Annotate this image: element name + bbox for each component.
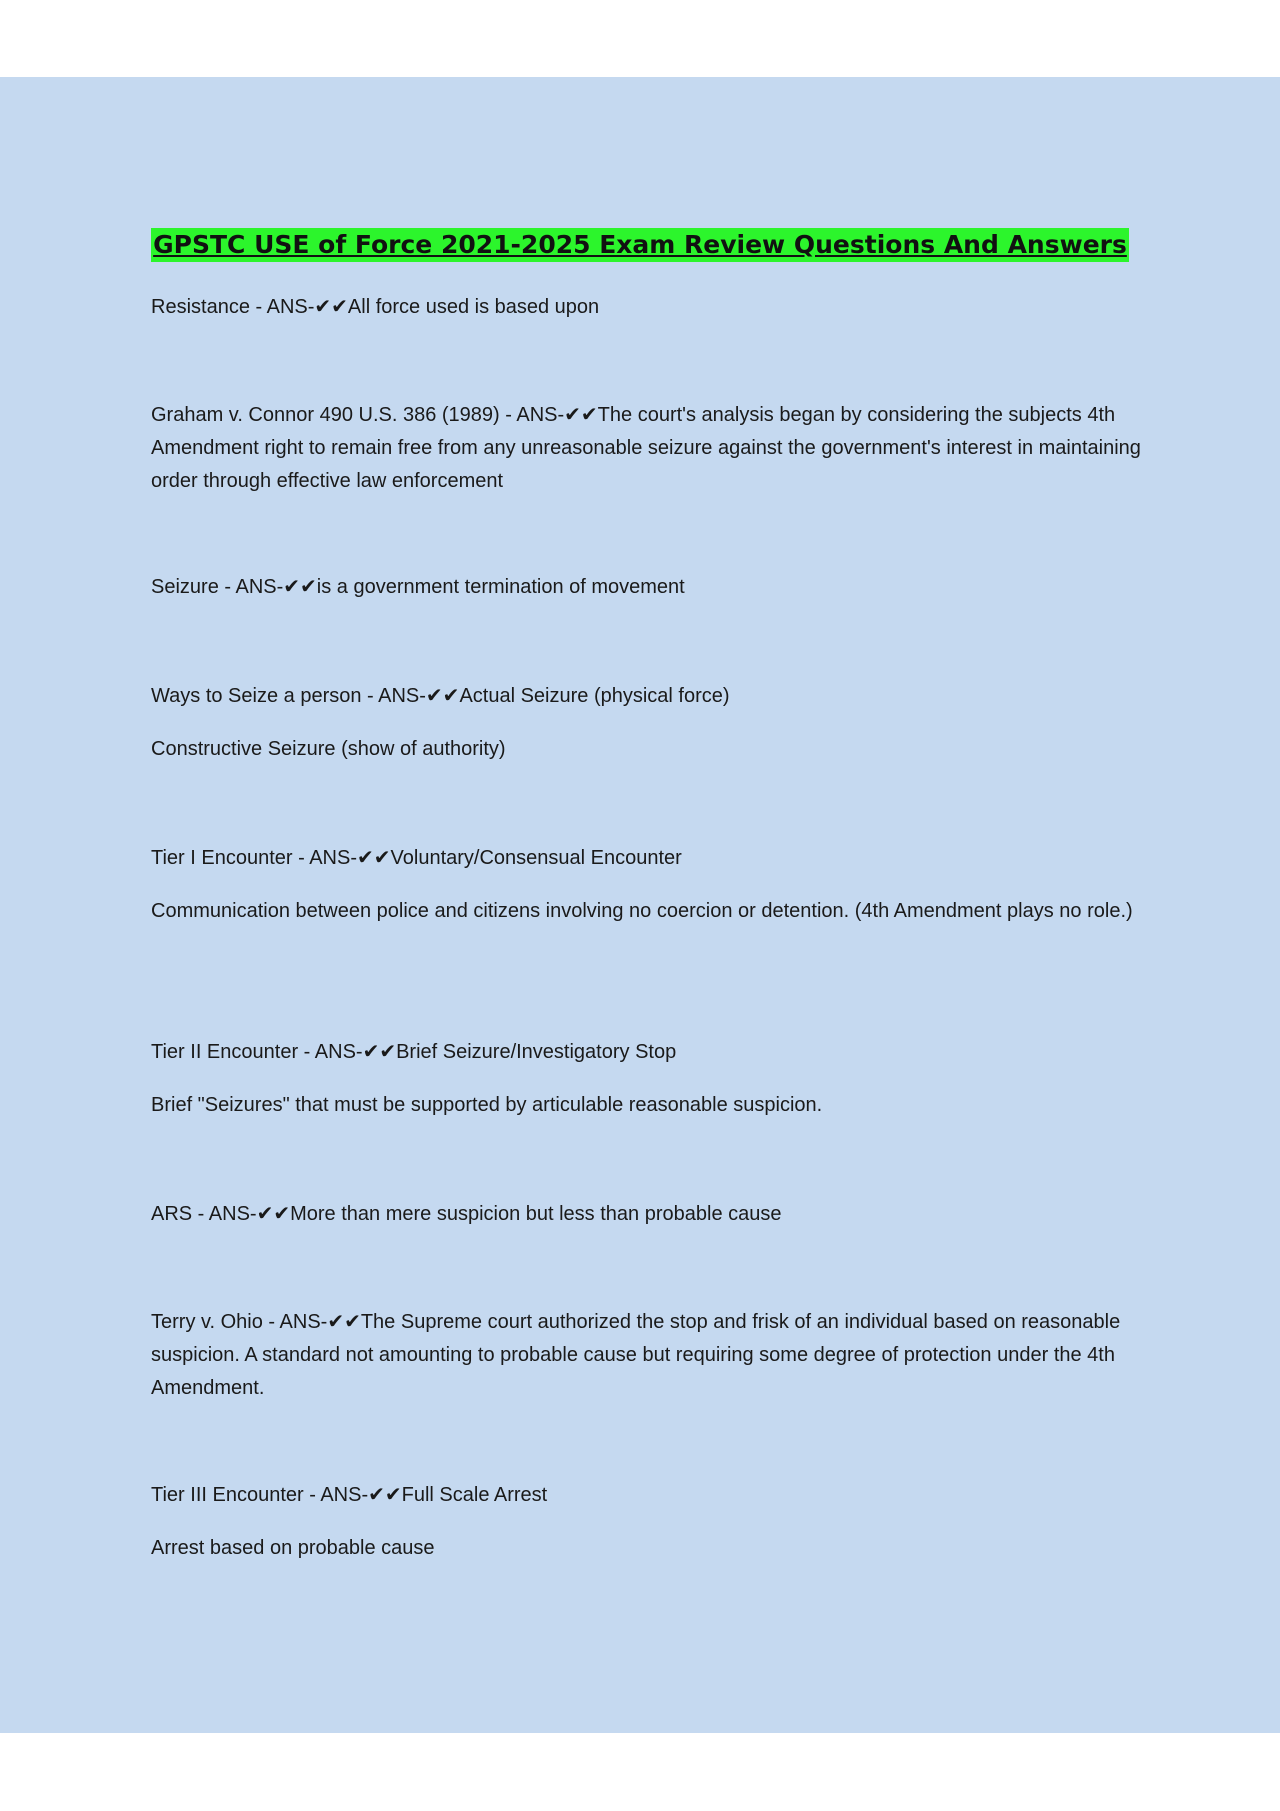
question-term: Seizure — [151, 576, 219, 598]
answer-extra-text: Brief "Seizures" that must be supported by articulable reasonable suspicion. — [151, 1094, 823, 1116]
question-line — [151, 570, 1141, 604]
answer-extra — [151, 895, 1141, 928]
question-line — [151, 1305, 1141, 1405]
ans-marker: - ANS- — [192, 1203, 257, 1225]
question-line — [151, 398, 1141, 498]
qa-entry — [151, 841, 1141, 875]
answer-extra — [151, 1532, 1141, 1565]
check-icon: ✔✔ — [283, 574, 317, 598]
check-icon: ✔✔ — [564, 402, 598, 426]
answer-text: The court's analysis began by considering the subjects 4th Amendment right to remain free from any unreasonable seizure against the government's interest in maintaining order through effective law enforcement — [151, 404, 1141, 492]
check-icon: ✔✔ — [314, 294, 348, 318]
question-line — [151, 1478, 1141, 1512]
question-line — [151, 1035, 1141, 1069]
answer-text: Full Scale Arrest — [401, 1484, 548, 1506]
question-line — [151, 841, 1141, 875]
question-line — [151, 1197, 1141, 1231]
ans-marker: - ANS- — [292, 847, 357, 869]
qa-entry — [151, 1305, 1141, 1405]
qa-entry — [151, 290, 1141, 324]
answer-text: Voluntary/Consensual Encounter — [390, 847, 682, 869]
title-container — [0, 228, 1280, 262]
question-term: Graham v. Connor 490 U.S. 386 (1989) — [151, 404, 500, 426]
question-term: Terry v. Ohio — [151, 1311, 263, 1333]
answer-extra-text: Constructive Seizure (show of authority) — [151, 738, 506, 760]
question-term: Ways to Seize a person — [151, 685, 362, 707]
qa-entry — [151, 1197, 1141, 1231]
check-icon: ✔✔ — [368, 1482, 402, 1506]
answer-text: Actual Seizure (physical force) — [459, 685, 730, 707]
answer-extra — [151, 1089, 1141, 1122]
check-icon: ✔✔ — [362, 1039, 397, 1063]
answer-extra — [151, 733, 1141, 766]
ans-marker: - ANS- — [298, 1041, 363, 1063]
ans-marker: - ANS- — [249, 296, 315, 318]
ans-marker: - ANS- — [218, 576, 284, 598]
answer-extra-text: Arrest based on probable cause — [151, 1537, 435, 1559]
ans-marker: - ANS- — [262, 1311, 328, 1333]
question-line — [151, 290, 1141, 324]
check-icon: ✔✔ — [327, 1309, 361, 1333]
answer-text: Brief Seizure/Investigatory Stop — [396, 1041, 677, 1063]
ans-marker: - ANS- — [499, 404, 565, 426]
question-term: Tier I Encounter — [151, 847, 293, 869]
check-icon: ✔✔ — [256, 1201, 291, 1225]
qa-entry — [151, 679, 1141, 713]
question-line — [151, 679, 1141, 713]
qa-entry — [151, 1035, 1141, 1069]
ans-marker: - ANS- — [303, 1484, 369, 1506]
question-term: ARS — [151, 1203, 193, 1225]
question-term: Tier III Encounter — [151, 1484, 304, 1506]
answer-extra-text: Communication between police and citizens involving no coercion or detention. (4th Amendment plays no role.) — [151, 900, 1133, 922]
question-term: Resistance — [151, 296, 250, 318]
question-term: Tier II Encounter — [151, 1041, 299, 1063]
answer-text: The Supreme court authorized the stop and frisk of an individual based on reasonable suspicion. A standard not amounting to probable cause but requiring some degree of protection under the 4th Amendment. — [151, 1311, 1121, 1399]
answer-text: is a government termination of movement — [316, 576, 685, 598]
document-title: GPSTC USE of Force 2021-2025 Exam Review Questions And Answers — [151, 228, 1129, 262]
qa-entry — [151, 398, 1141, 498]
ans-marker: - ANS- — [361, 685, 426, 707]
check-icon: ✔✔ — [357, 845, 391, 869]
answer-text: More than mere suspicion but less than probable cause — [290, 1203, 782, 1225]
answer-text: All force used is based upon — [347, 296, 600, 318]
check-icon: ✔✔ — [425, 683, 460, 707]
qa-entry — [151, 1478, 1141, 1512]
qa-entry — [151, 570, 1141, 604]
